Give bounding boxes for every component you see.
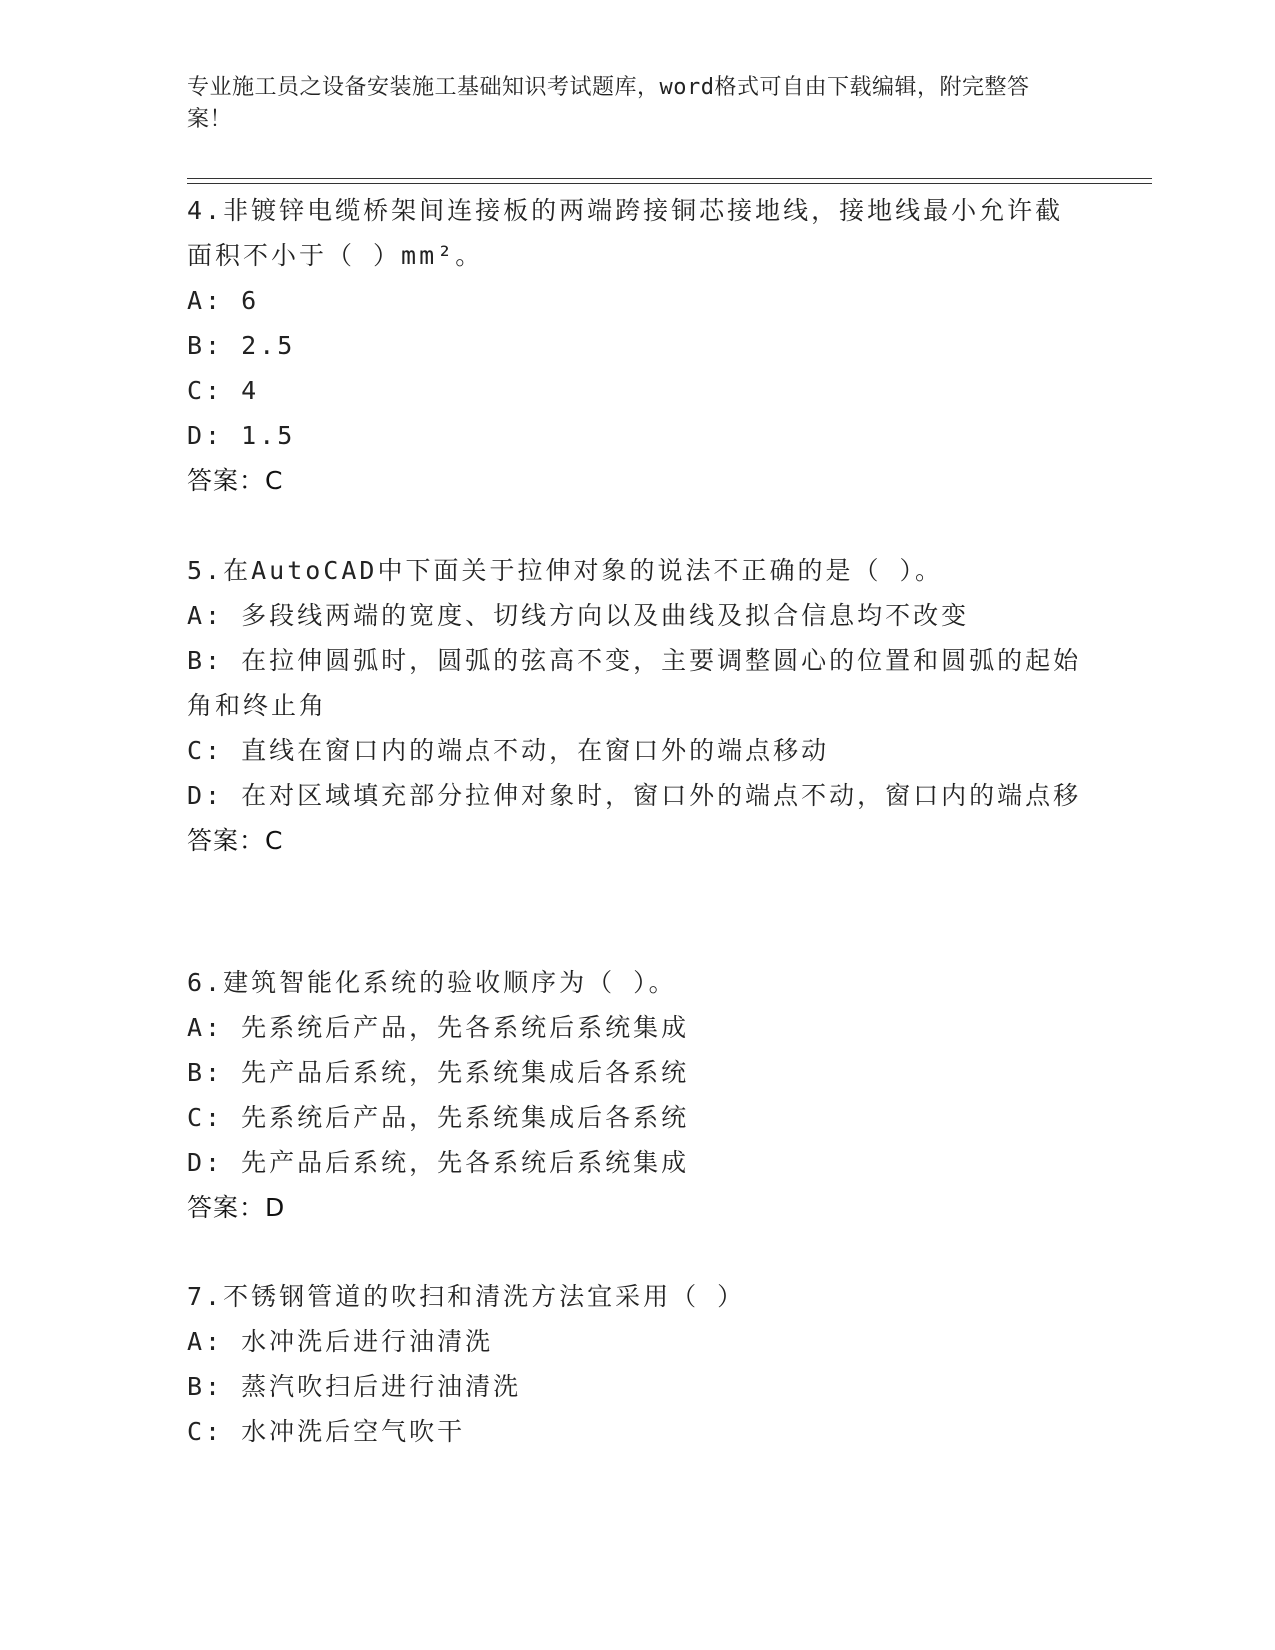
question-stem: 6.建筑智能化系统的验收顺序为（ ）。 — [187, 968, 677, 997]
document-header: 专业施工员之设备安装施工基础知识考试题库，word格式可自由下载编辑，附完整答案！ — [187, 75, 1030, 132]
header-divider-bottom — [187, 183, 1152, 184]
option-c: C: 先系统后产品，先系统集成后各系统 — [187, 1103, 690, 1132]
option-b: B: 在拉伸圆弧时，圆弧的弦高不变，主要调整圆心的位置和圆弧的起始角和终止角 — [187, 646, 1082, 720]
question-7 — [187, 1274, 1087, 1454]
option-d: D: 在对区域填充部分拉伸对象时，窗口外的端点不动，窗口内的端点移 — [187, 781, 1082, 810]
option-c: C: 水冲洗后空气吹干 — [187, 1417, 466, 1446]
option-b: B: 蒸汽吹扫后进行油清洗 — [187, 1372, 522, 1401]
question-4 — [187, 188, 1087, 503]
answer: 答案：D — [187, 1193, 286, 1222]
option-d: D: 先产品后系统，先各系统后系统集成 — [187, 1148, 690, 1177]
option-d: D: 1.5 — [187, 421, 296, 450]
question-6 — [187, 960, 1087, 1230]
answer: 答案：C — [187, 466, 284, 495]
option-c: C: 直线在窗口内的端点不动，在窗口外的端点移动 — [187, 736, 830, 765]
option-b: B: 2.5 — [187, 331, 296, 360]
option-a: A: 6 — [187, 286, 260, 315]
option-a: A: 多段线两端的宽度、切线方向以及曲线及拟合信息均不改变 — [187, 601, 970, 630]
answer: 答案：C — [187, 826, 284, 855]
question-stem: 7.不锈钢管道的吹扫和清洗方法宜采用（ ） — [187, 1282, 746, 1311]
question-stem: 4.非镀锌电缆桥架间连接板的两端跨接铜芯接地线，接地线最小允许截面积不小于（ ）mm²。 — [187, 196, 1064, 270]
question-stem: 5.在AutoCAD中下面关于拉伸对象的说法不正确的是（ ）。 — [187, 556, 944, 585]
question-5 — [187, 548, 1087, 863]
option-c: C: 4 — [187, 376, 260, 405]
option-a: A: 先系统后产品，先各系统后系统集成 — [187, 1013, 690, 1042]
header-divider-top — [187, 178, 1152, 179]
option-a: A: 水冲洗后进行油清洗 — [187, 1327, 494, 1356]
option-b: B: 先产品后系统，先系统集成后各系统 — [187, 1058, 690, 1087]
